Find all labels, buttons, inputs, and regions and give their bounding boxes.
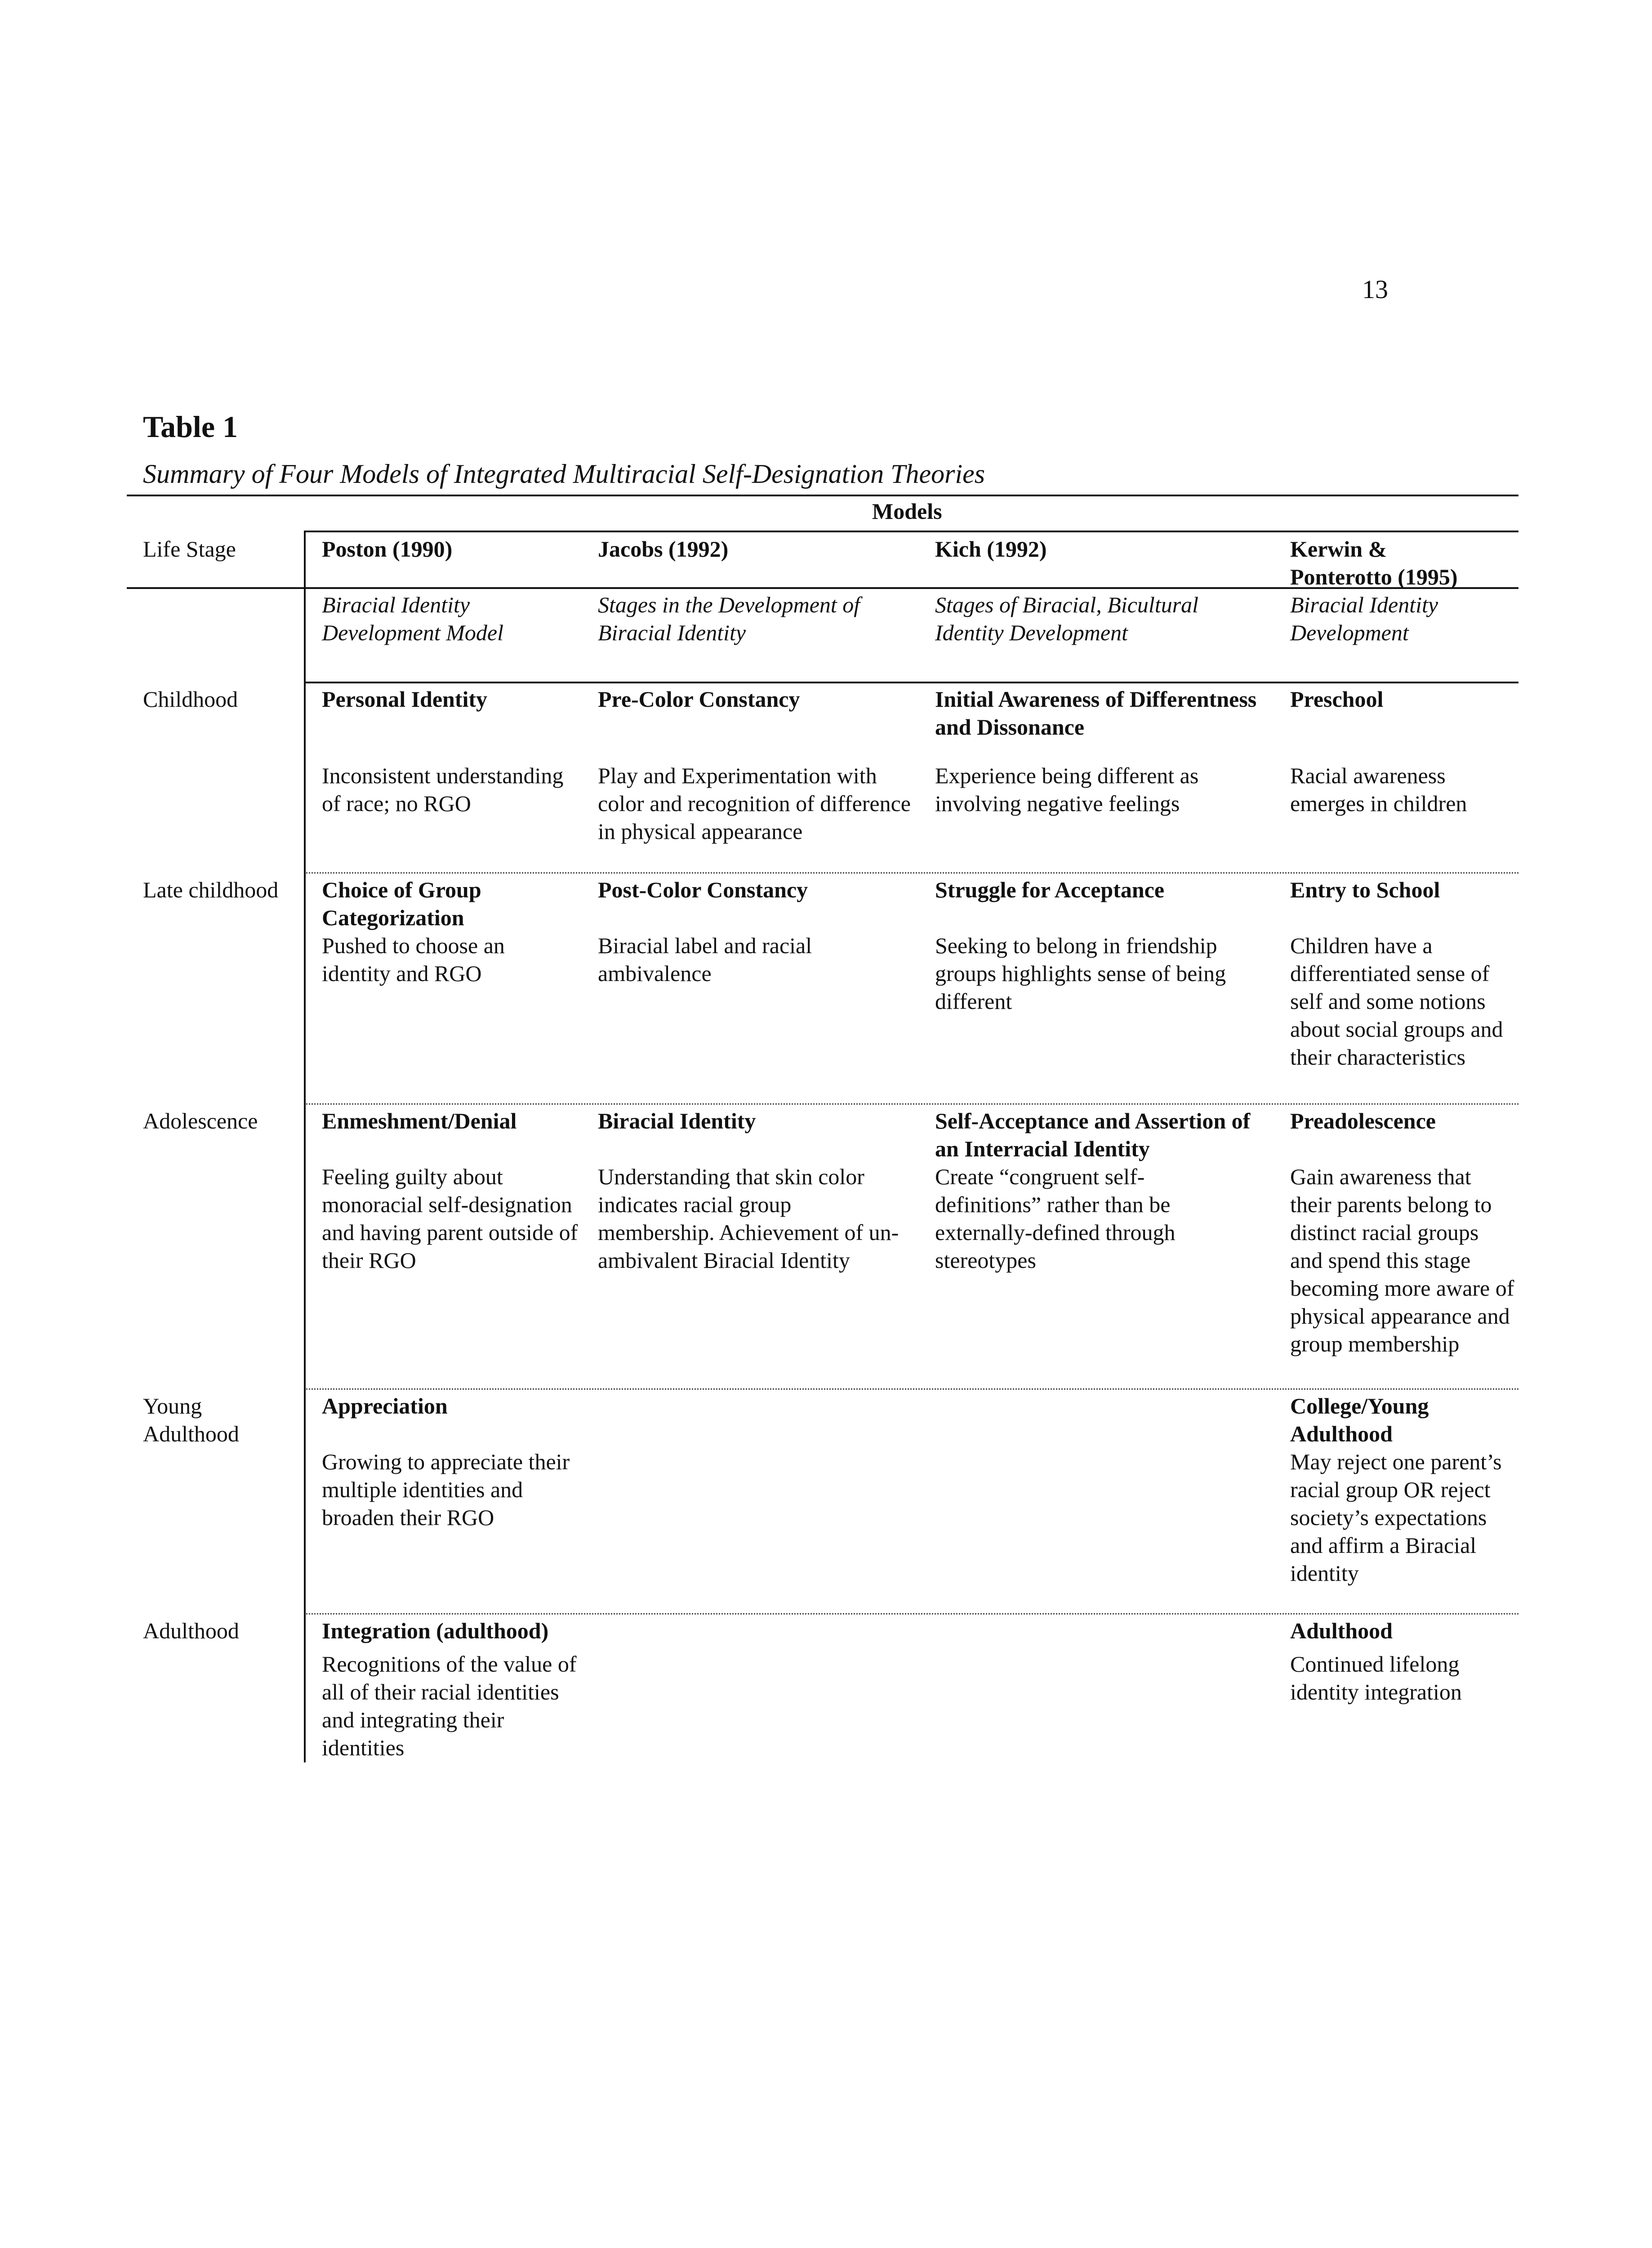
row-stage-childhood: Childhood — [143, 687, 238, 712]
column-author-poston: Poston (1990) — [322, 536, 453, 562]
table-caption: Summary of Four Models of Integrated Multiracial Self-Designation Theories — [143, 459, 985, 489]
rule-young-adulthood — [304, 1388, 1518, 1390]
cell-desc: Experience being different as involving negative feelings — [935, 763, 1199, 816]
cell-desc: Children have a differentiated sense of self and some notions about social groups and their characteristics — [1290, 933, 1503, 1070]
cell-desc: Create “congruent self-definitions” rather than be externally-defined through stereotypes — [935, 1164, 1176, 1273]
cell-desc: Feeling guilty about monoracial self-designation and having parent outside of their RGO — [322, 1164, 578, 1273]
cell-desc: Continued lifelong identity integration — [1290, 1651, 1462, 1704]
rule-top — [127, 495, 1518, 496]
cell-title: College/Young Adulthood — [1290, 1393, 1429, 1446]
cell-desc: Gain awareness that their parents belong to distinct racial groups and spend this stage becoming more aware of physical appearance and group membership — [1290, 1164, 1514, 1356]
rule-childhood-top — [304, 682, 1518, 683]
vertical-divider — [304, 531, 306, 1762]
rule-adolescence — [304, 1103, 1518, 1105]
column-model-kerwin: Biracial Identity Development — [1290, 592, 1438, 645]
page-number: 13 — [1362, 275, 1388, 304]
cell-title: Enmeshment/Denial — [322, 1108, 517, 1133]
cell-title: Self-Acceptance and Assertion of an Interracial Identity — [935, 1108, 1251, 1161]
cell-title: Entry to School — [1290, 877, 1440, 902]
row-stage-late-childhood: Late childhood — [143, 877, 279, 902]
rule-adulthood — [304, 1613, 1518, 1615]
cell-desc: Understanding that skin color indicates racial group membership. Achievement of un-ambivalent Biracial Identity — [598, 1164, 899, 1273]
cell-title: Post-Color Constancy — [598, 877, 808, 902]
cell-desc: Inconsistent understanding of race; no RGO — [322, 763, 564, 816]
cell-desc: Play and Experimentation with color and recognition of difference in physical appearance — [598, 763, 911, 844]
column-model-jacobs: Stages in the Development of Biracial Identity — [598, 592, 860, 645]
row-stage-adulthood: Adulthood — [143, 1618, 239, 1643]
cell-desc: May reject one parent’s racial group OR reject society’s expectations and affirm a Biracial identity — [1290, 1449, 1502, 1586]
cell-title: Pre-Color Constancy — [598, 687, 800, 712]
cell-title: Personal Identity — [322, 687, 488, 712]
cell-title: Integration (adulthood) — [322, 1618, 549, 1643]
cell-title: Biracial Identity — [598, 1108, 756, 1133]
table-label: Table 1 — [143, 410, 238, 444]
cell-desc: Pushed to choose an identity and RGO — [322, 933, 505, 986]
column-author-kerwin: Kerwin & Ponterotto (1995) — [1290, 536, 1458, 589]
column-model-kich: Stages of Biracial, Bicultural Identity Development — [935, 592, 1199, 645]
column-author-kich: Kich (1992) — [935, 536, 1047, 562]
cell-desc: Growing to appreciate their multiple identities and broaden their RGO — [322, 1449, 570, 1530]
row-stage-adolescence: Adolescence — [143, 1108, 258, 1133]
cell-desc: Recognitions of the value of all of their racial identities and integrating their identities — [322, 1651, 577, 1760]
cell-title: Preadolescence — [1290, 1108, 1436, 1133]
cell-title: Struggle for Acceptance — [935, 877, 1165, 902]
rule-models — [304, 531, 1518, 532]
cell-desc: Seeking to belong in friendship groups highlights sense of being different — [935, 933, 1226, 1014]
cell-title: Choice of Group Categorization — [322, 877, 481, 930]
cell-title: Initial Awareness of Differentness and Dissonance — [935, 687, 1257, 740]
column-model-poston: Biracial Identity Development Model — [322, 592, 504, 645]
cell-title: Adulthood — [1290, 1618, 1393, 1643]
cell-title: Preschool — [1290, 687, 1384, 712]
cell-desc: Biracial label and racial ambivalence — [598, 933, 812, 986]
life-stage-header: Life Stage — [143, 536, 236, 562]
row-stage-young-adulthood: Young Adulthood — [143, 1393, 239, 1446]
cell-desc: Racial awareness emerges in children — [1290, 763, 1467, 816]
column-author-jacobs: Jacobs (1992) — [598, 536, 729, 562]
rule-late-childhood — [304, 872, 1518, 874]
models-header: Models — [872, 499, 942, 524]
cell-title: Appreciation — [322, 1393, 448, 1418]
